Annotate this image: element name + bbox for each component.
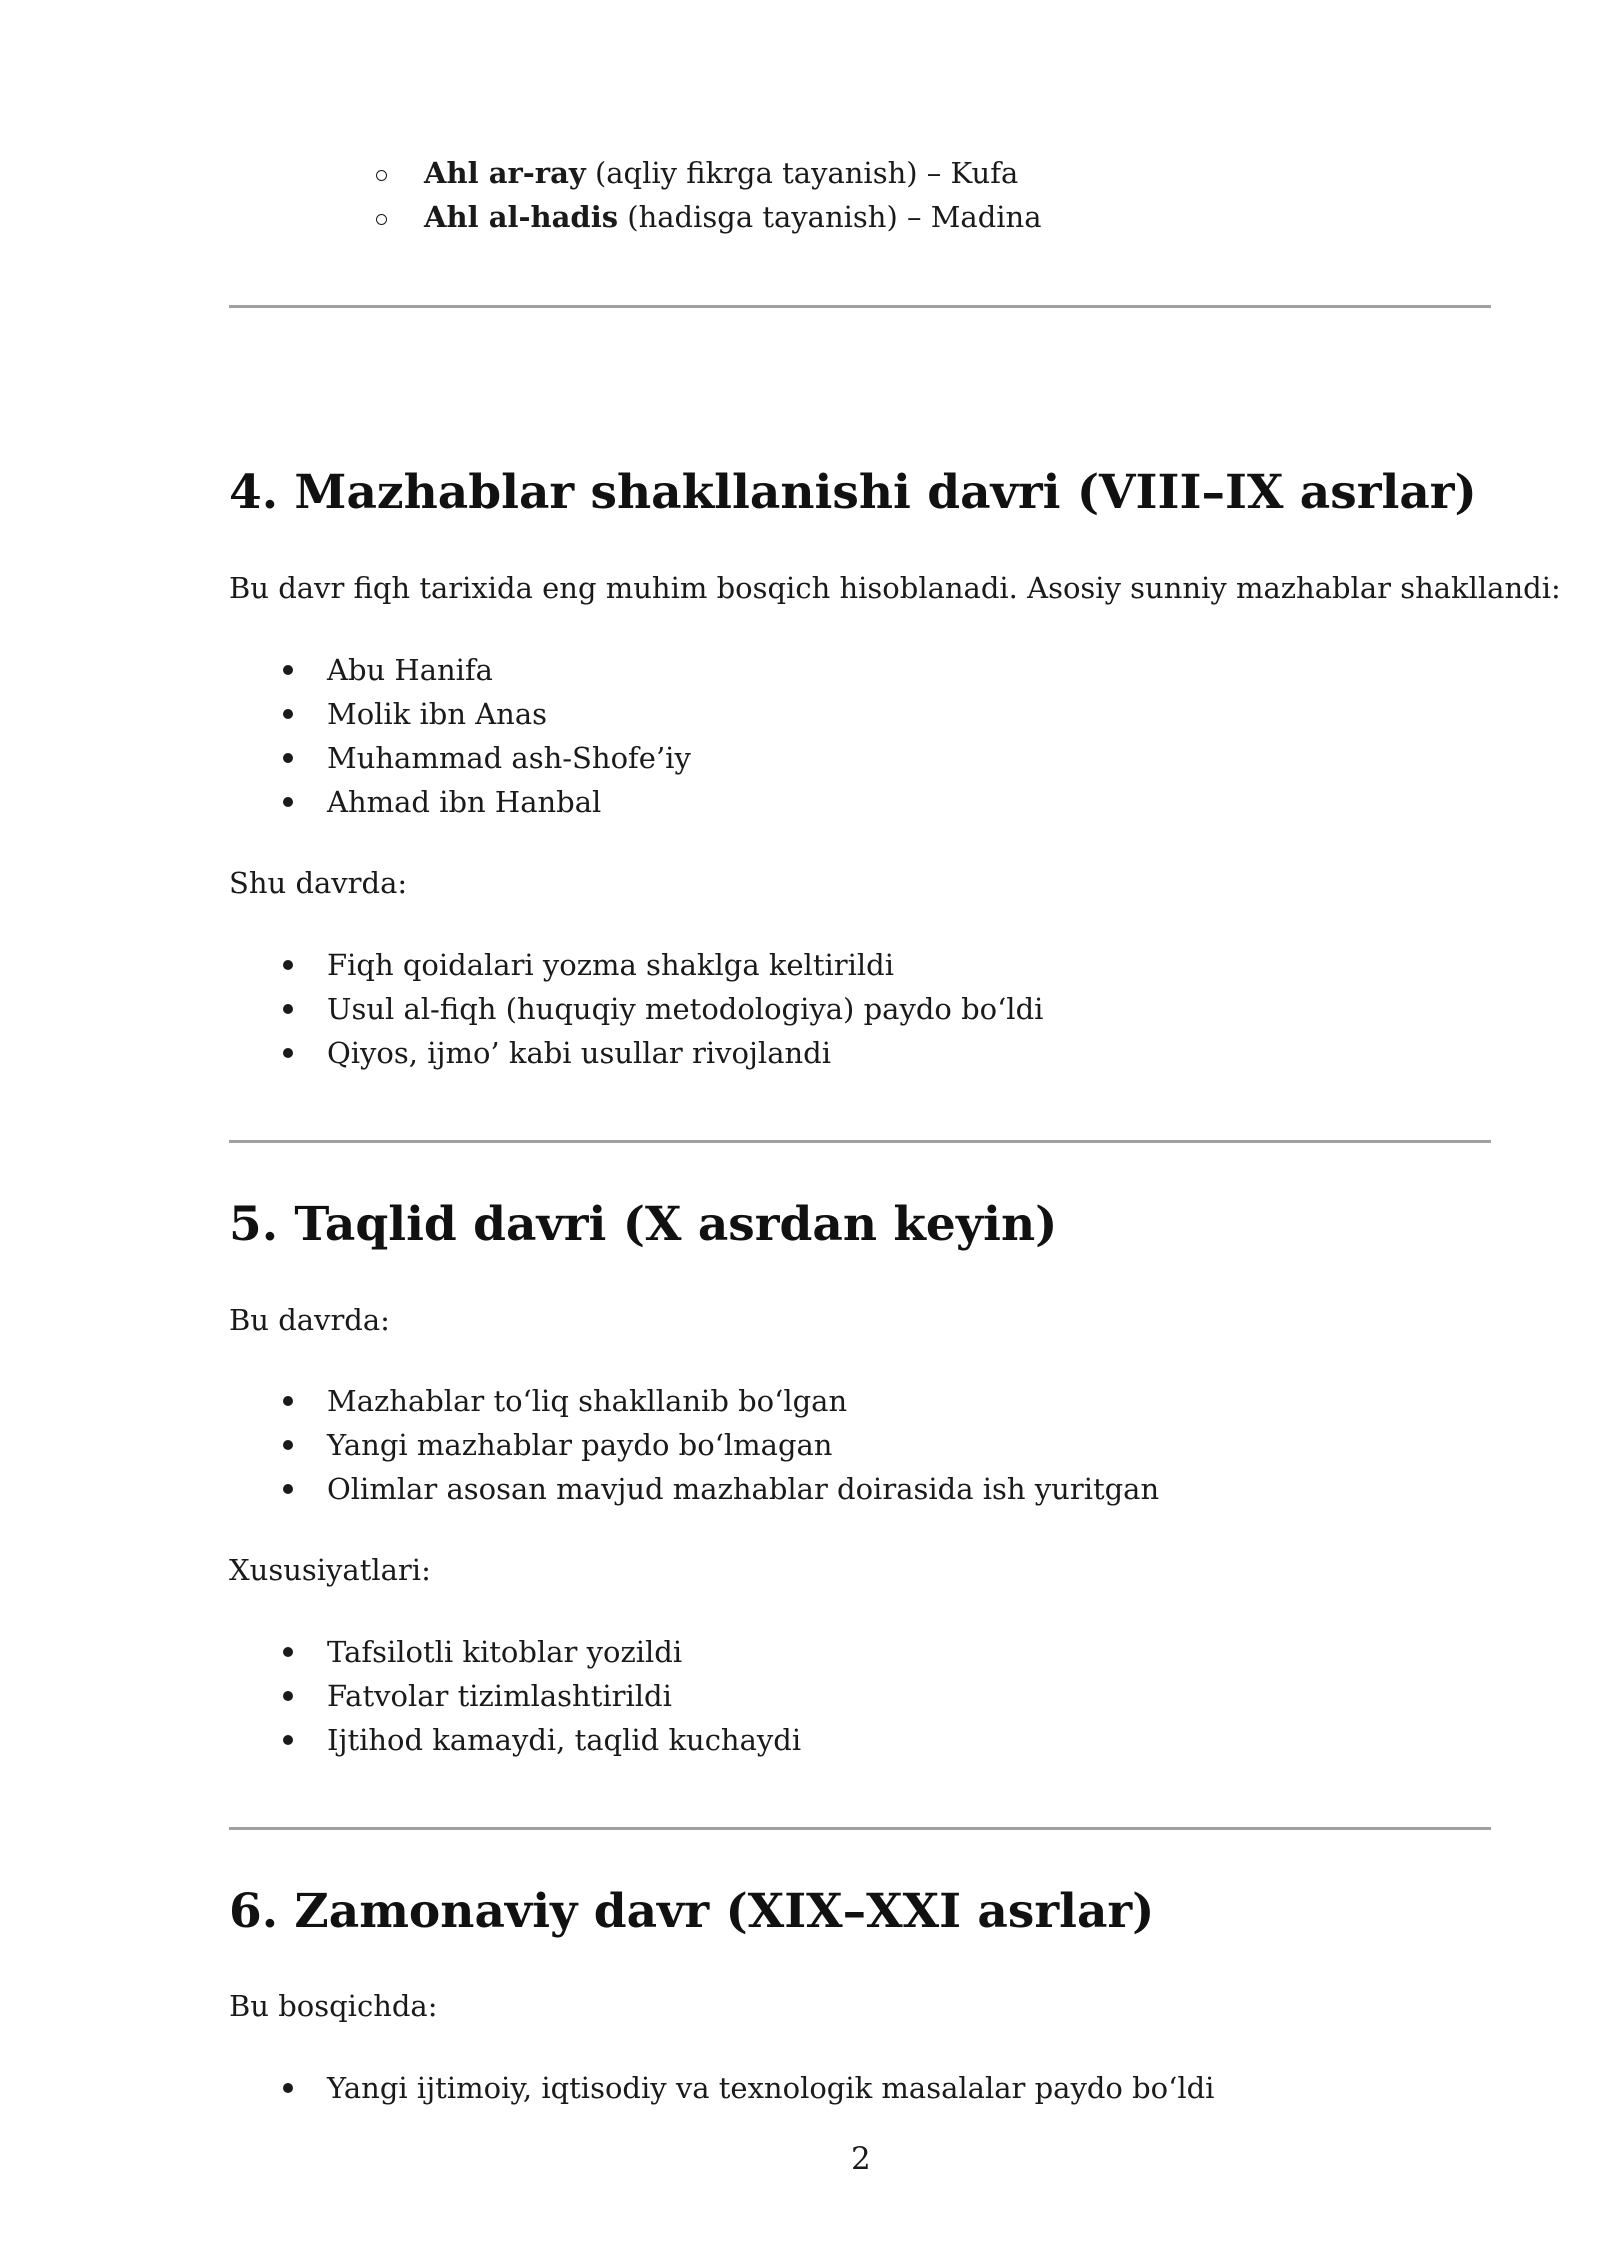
sublist-item [424, 151, 1018, 195]
bullet-icon [283, 1735, 293, 1745]
bullet-icon [283, 1048, 293, 1058]
list-item: Abu Hanifa [327, 653, 493, 687]
hollow-bullet-icon [376, 214, 387, 225]
sublist-item-desc: (hadisga tayanish) – Madina [618, 200, 1042, 234]
bullet-icon [283, 1484, 293, 1494]
section-6-intro: Bu bosqichda: [229, 1989, 438, 2023]
list-item: Olimlar asosan mavjud mazhablar doirasida ish yuritgan [327, 1472, 1160, 1506]
section-divider [229, 1827, 1491, 1830]
section-4-heading: 4. Mazhablar shakllanishi davri (VIII–IX asrlar) [229, 465, 1477, 520]
list-item: Molik ibn Anas [327, 697, 548, 731]
list-item: Ijtihod kamaydi, taqlid kuchaydi [327, 1723, 802, 1757]
sublist-item-term: Ahl ar-ray [424, 156, 586, 190]
list-item: Yangi ijtimoiy, iqtisodiy va texnologik masalalar paydo bo‘ldi [327, 2071, 1215, 2105]
list-item: Muhammad ash-Shofe’iy [327, 741, 691, 775]
list-item: Yangi mazhablar paydo bo‘lmagan [327, 1428, 833, 1462]
sublist-item-term: Ahl al-hadis [424, 200, 619, 234]
bullet-icon [283, 1396, 293, 1406]
hollow-bullet-icon [376, 170, 387, 181]
section-6-heading: 6. Zamonaviy davr (XIX–XXI asrlar) [229, 1884, 1155, 1939]
bullet-icon [283, 797, 293, 807]
section-divider [229, 1140, 1491, 1143]
section-5-intro: Bu davrda: [229, 1303, 390, 1337]
bullet-icon [283, 1647, 293, 1657]
bullet-icon [283, 1004, 293, 1014]
sublist-item [424, 195, 1042, 239]
section-5-subhead: Xususiyatlari: [229, 1553, 431, 1587]
page-number: 2 [851, 2141, 871, 2177]
bullet-icon [283, 1691, 293, 1701]
bullet-icon [283, 753, 293, 763]
list-item: Fiqh qoidalari yozma shaklga keltirildi [327, 948, 895, 982]
bullet-icon [283, 665, 293, 675]
bullet-icon [283, 960, 293, 970]
bullet-icon [283, 1440, 293, 1450]
list-item: Qiyos, ijmo’ kabi usullar rivojlandi [327, 1036, 832, 1070]
bullet-icon [283, 709, 293, 719]
section-5-heading: 5. Taqlid davri (X asrdan keyin) [229, 1197, 1058, 1252]
list-item: Mazhablar to‘liq shakllanib bo‘lgan [327, 1384, 848, 1418]
section-4-subhead: Shu davrda: [229, 866, 408, 900]
list-item: Fatvolar tizimlashtirildi [327, 1679, 672, 1713]
list-item: Usul al-fiqh (huquqiy metodologiya) paydo bo‘ldi [327, 992, 1044, 1026]
sublist-item-desc: (aqliy fikrga tayanish) – Kufa [585, 156, 1019, 190]
section-4-intro: Bu davr fiqh tarixida eng muhim bosqich hisoblanadi. Asosiy sunniy mazhablar shakllandi: [229, 571, 1561, 605]
bullet-icon [283, 2083, 293, 2093]
list-item: Tafsilotli kitoblar yozildi [327, 1635, 683, 1669]
section-divider [229, 305, 1491, 308]
list-item: Ahmad ibn Hanbal [327, 785, 602, 819]
